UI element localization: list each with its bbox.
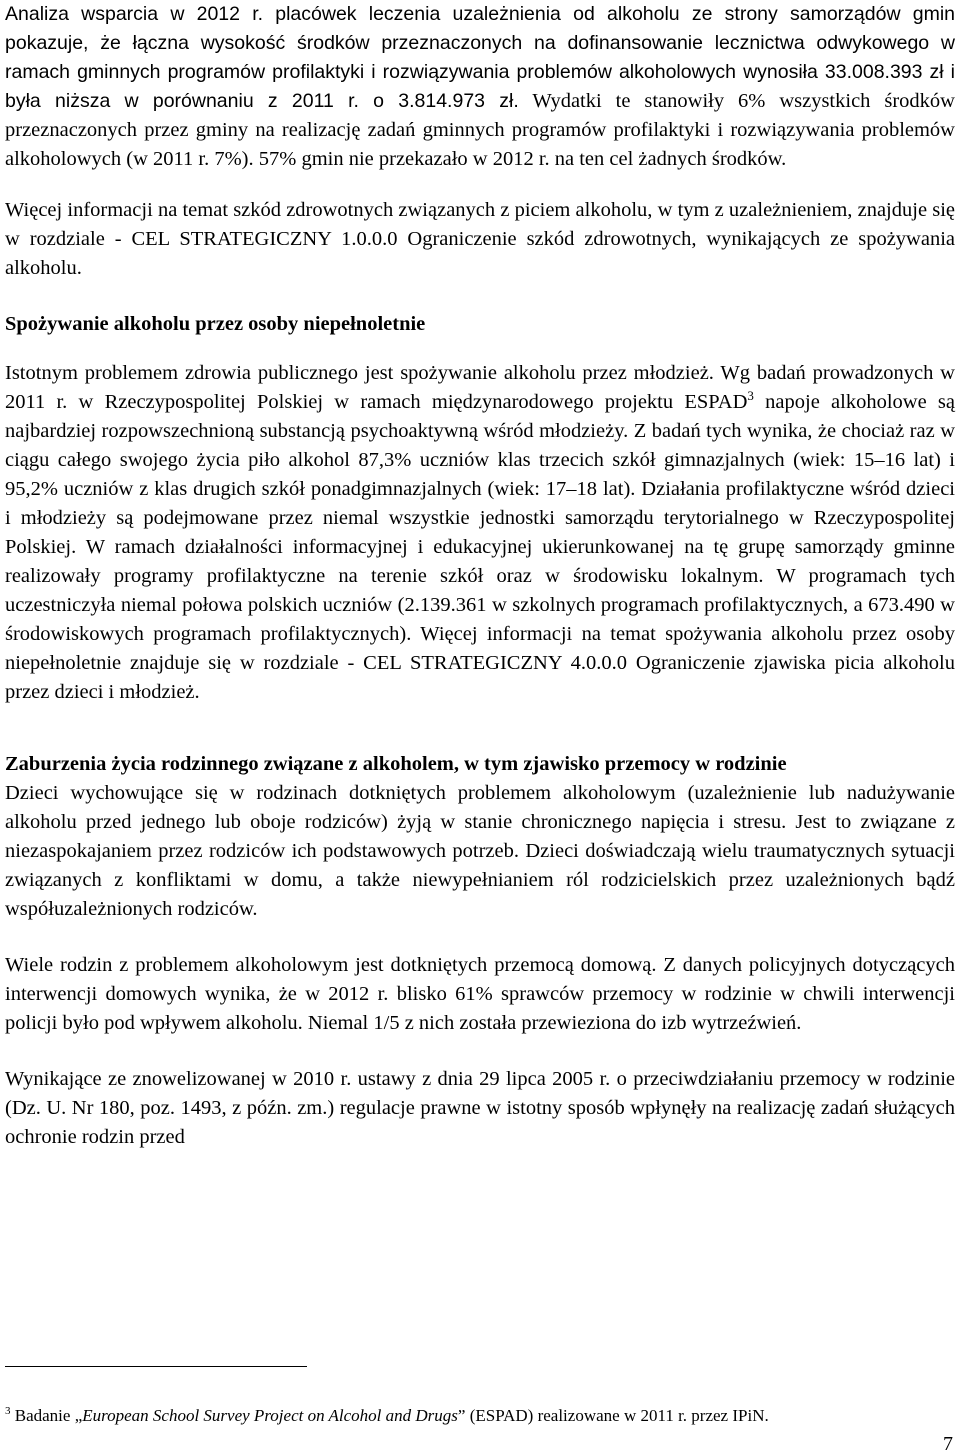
paragraph-mlodziez xyxy=(5,359,955,707)
footnote-marker: 3 xyxy=(5,1405,11,1417)
paragraph-mlodziez-start: Istotnym problemem zdrowia publicznego jest spożywanie alkoholu przez młodzież. Wg badań prowadzonych w 2011 r. w Rzeczypospolitej Polskiej w ramach międzynarodowego projektu ESPAD xyxy=(5,362,955,413)
document-page xyxy=(5,0,955,1152)
section-heading-zaburzenia-rodzinne: Zaburzenia życia rodzinnego związane z alkoholem, w tym zjawisko przemocy w rodzinie xyxy=(5,753,787,775)
paragraph-przemoc-domowa: Wiele rodzin z problemem alkoholowym jest dotkniętych przemocą domową. Z danych policyjnych dotyczących interwencji domowych wynika, że w 2012 r. blisko 61% sprawców przemocy w rodzinie w chwili interwencji policji było pod wpływem alkoholu. Niemal 1/5 z nich została przewieziona do izb wytrzeźwień. xyxy=(5,954,955,1034)
paragraph-lecznictwo xyxy=(5,0,955,174)
footnote-suffix: ” (ESPAD) realizowane w 2011 r. przez IPiN. xyxy=(457,1406,769,1425)
page-number: 7 xyxy=(943,1433,953,1455)
section-heading-niepelnoletnie: Spożywanie alkoholu przez osoby niepełnoletnie xyxy=(5,313,426,335)
footnote-prefix: Badanie „ xyxy=(10,1406,83,1425)
footnote xyxy=(5,1404,955,1428)
footnote-survey-title: European School Survey Project on Alcohol and Drugs xyxy=(82,1406,458,1425)
footnote-separator xyxy=(5,1366,307,1367)
paragraph-dzieci-rodziny: Dzieci wychowujące się w rodzinach dotkniętych problemem alkoholowym (uzależnienie lub nadużywanie alkoholu przed jednego lub oboje rodziców) żyją w stanie chronicznego napięcia i stresu. Jest to związane z niezaspokajaniem przez rodziców ich podstawowych potrzeb. Dzieci doświadczają wielu traumatycznych sytuacji związanych z konfliktami w domu, a także niewypełnianiem ról rodzicielskich przez uzależnionych bądź współuzależnionych rodziców. xyxy=(5,782,955,920)
footnote-reference[interactable]: 3 xyxy=(747,388,754,403)
paragraph-lecznictwo-lead: Analiza wsparcia w 2012 r. placówek leczenia uzależnienia od alkoholu ze strony samorządów gmin pokazuje, że łączna wysokość środków przeznaczonych na dofinansowanie lecznictwa odwykowego w ramach gminnych programów profilaktyki i rozwiązywania problemów alkoholowych wynosiła 33.008.393 zł i była niższa w porównaniu z 2011 r. o 3.814.973 zł. xyxy=(5,3,955,112)
paragraph-lecznictwo-rest: Wydatki te stanowiły 6% wszystkich środków przeznaczonych przez gminy na realizację zadań gminnych programów profilaktyki i rozwiązywania problemów alkoholowych (w 2011 r. 7%). 57% gmin nie przekazało w 2012 r. na ten cel żadnych środków. xyxy=(5,90,955,170)
paragraph-ustawa: Wynikające ze znowelizowanej w 2010 r. ustawy z dnia 29 lipca 2005 r. o przeciwdziałaniu przemocy w rodzinie (Dz. U. Nr 180, poz. 1493, z późn. zm.) regulacje prawne w istotny sposób wpłynęły na realizację zadań służących ochronie rodzin przed xyxy=(5,1068,955,1148)
paragraph-mlodziez-rest: napoje alkoholowe są najbardziej rozpowszechnioną substancją psychoaktywną wśród młodzieży. Z badań tych wynika, że chociaż raz w ciągu całego swojego życia piło alkohol 87,3% uczniów klas trzecich szkół gimnazjalnych (wiek: 15–16 lat) i 95,2% uczniów z klas drugich szkół ponadgimnazjalnych (wiek: 17–18 lat). Działania profilaktyczne wśród dzieci i młodzieży są podejmowane przez niemal wszystkie jednostki samorządu terytorialnego w Rzeczypospolitej Polskiej. W ramach działalności informacyjnej i edukacyjnej ukierunkowanej na tę grupę samorządy gminne realizowały programy profilaktyczne na terenie szkół oraz w środowisku lokalnym. W programach tych uczestniczyła niemal połowa polskich uczniów (2.139.361 w szkolnych programach profilaktycznych, a 673.490 w środowiskowych programach profilaktycznych). Więcej informacji na temat spożywania alkoholu przez osoby niepełnoletnie znajduje się w rozdziale - CEL STRATEGICZNY 4.0.0.0 Ograniczenie zjawiska picia alkoholu przez dzieci i młodzież. xyxy=(5,391,955,703)
paragraph-szkody-zdrowotne: Więcej informacji na temat szkód zdrowotnych związanych z piciem alkoholu, w tym z uzależnieniem, znajduje się w rozdziale - CEL STRATEGICZNY 1.0.0.0 Ograniczenie szkód zdrowotnych, wynikających ze spożywania alkoholu. xyxy=(5,199,955,279)
